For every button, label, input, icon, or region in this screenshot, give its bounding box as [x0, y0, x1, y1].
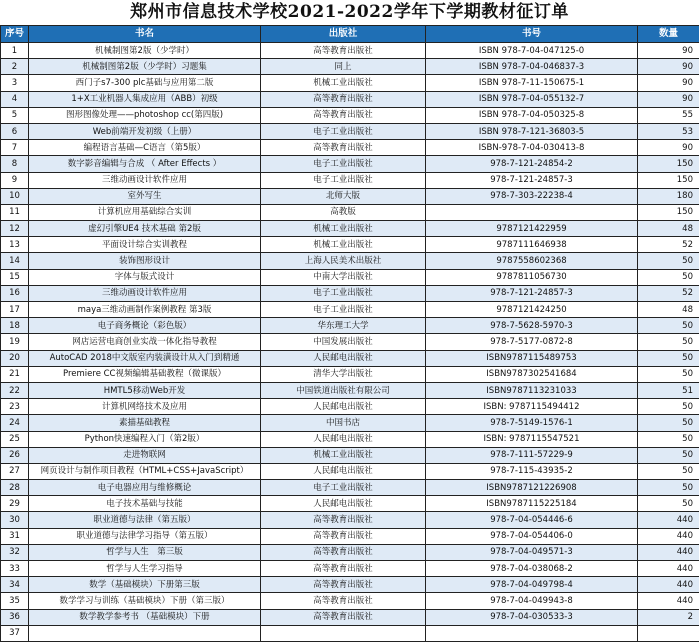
book-title: 数学学习与训练（基础模块）下册（第三版）	[29, 593, 261, 609]
book-title: 哲学与人生学习指导	[29, 561, 261, 577]
isbn: 978-7-04-030533-3	[426, 609, 638, 625]
col-header-index: 序号	[1, 26, 29, 43]
row-index: 11	[1, 204, 29, 220]
publisher: 电子工业出版社	[261, 156, 426, 172]
isbn: 9787121424250	[426, 302, 638, 318]
isbn: ISBN9787115489753	[426, 350, 638, 366]
table-row	[1, 285, 699, 301]
book-title: maya三维动画制作案例教程 第3版	[29, 302, 261, 318]
quantity: 50	[638, 366, 699, 382]
table-row	[1, 302, 699, 318]
col-header-publisher: 出版社	[261, 26, 426, 43]
quantity: 48	[638, 221, 699, 237]
quantity: 50	[638, 318, 699, 334]
publisher: 高等教育出版社	[261, 544, 426, 560]
quantity: 440	[638, 593, 699, 609]
book-title: Python快速编程入门（第2版）	[29, 431, 261, 447]
isbn: 978-7-303-22238-4	[426, 188, 638, 204]
publisher: 中国书店	[261, 415, 426, 431]
table-row	[1, 399, 699, 415]
isbn: ISBN 978-7-04-050325-8	[426, 107, 638, 123]
table-row	[1, 318, 699, 334]
book-title: HMTL5移动Web开发	[29, 382, 261, 398]
quantity: 90	[638, 43, 699, 59]
isbn: 978-7-115-43935-2	[426, 463, 638, 479]
row-index: 36	[1, 609, 29, 625]
book-title: 网页设计与制作项目教程（HTML+CSS+JavaScript）	[29, 463, 261, 479]
table-row	[1, 172, 699, 188]
book-title: 电子商务概论（彩色版）	[29, 318, 261, 334]
table-row	[1, 123, 699, 139]
table-row	[1, 415, 699, 431]
quantity: 50	[638, 463, 699, 479]
quantity: 50	[638, 415, 699, 431]
table-row	[1, 382, 699, 398]
quantity: 50	[638, 447, 699, 463]
table-row	[1, 221, 699, 237]
table-row	[1, 269, 699, 285]
table-row	[1, 431, 699, 447]
quantity: 50	[638, 480, 699, 496]
row-index: 24	[1, 415, 29, 431]
isbn: 978-7-04-049571-3	[426, 544, 638, 560]
book-title: 素描基础教程	[29, 415, 261, 431]
book-title: 机械制图第2版（少学时）	[29, 43, 261, 59]
book-title: 职业道德与法律（第五版）	[29, 512, 261, 528]
book-title: 虚幻引擎UE4 技术基础 第2版	[29, 221, 261, 237]
quantity: 440	[638, 561, 699, 577]
row-index: 30	[1, 512, 29, 528]
isbn	[426, 625, 638, 641]
row-index: 25	[1, 431, 29, 447]
sheet-title: 郑州市信息技术学校2021-2022学年下学期教材征订单	[0, 0, 699, 25]
col-header-title: 书名	[29, 26, 261, 43]
quantity: 55	[638, 107, 699, 123]
publisher: 机械工业出版社	[261, 75, 426, 91]
isbn: ISBN 978-7-121-36803-5	[426, 123, 638, 139]
isbn: 978-7-04-054446-6	[426, 512, 638, 528]
book-title: 数学教学参考书 （基础模块）下册	[29, 609, 261, 625]
row-index: 14	[1, 253, 29, 269]
publisher: 人民邮电出版社	[261, 463, 426, 479]
quantity: 440	[638, 544, 699, 560]
quantity: 180	[638, 188, 699, 204]
row-index: 29	[1, 496, 29, 512]
col-header-isbn: 书号	[426, 26, 638, 43]
isbn: 9787121422959	[426, 221, 638, 237]
publisher: 机械工业出版社	[261, 447, 426, 463]
table-row	[1, 140, 699, 156]
table-row	[1, 366, 699, 382]
book-title: 数学（基础模块）下册第三版	[29, 577, 261, 593]
row-index: 31	[1, 528, 29, 544]
publisher: 中南大学出版社	[261, 269, 426, 285]
publisher: 人民邮电出版社	[261, 399, 426, 415]
publisher: 人民邮电出版社	[261, 496, 426, 512]
table-row	[1, 512, 699, 528]
quantity: 50	[638, 496, 699, 512]
quantity: 90	[638, 75, 699, 91]
table-row	[1, 91, 699, 107]
book-title: 哲学与人生 第三版	[29, 544, 261, 560]
row-index: 15	[1, 269, 29, 285]
table-row	[1, 561, 699, 577]
isbn: 978-7-5177-0872-8	[426, 334, 638, 350]
book-title: 平面设计综合实训教程	[29, 237, 261, 253]
book-title: 编程语言基础—C语言（第5版）	[29, 140, 261, 156]
isbn: 978-7-04-049943-8	[426, 593, 638, 609]
isbn: 978-7-121-24857-3	[426, 285, 638, 301]
publisher: 同上	[261, 59, 426, 75]
isbn: ISBN 978-7-11-150675-1	[426, 75, 638, 91]
table-row	[1, 496, 699, 512]
table-row	[1, 480, 699, 496]
publisher: 人民邮电出版社	[261, 350, 426, 366]
row-index: 10	[1, 188, 29, 204]
quantity: 52	[638, 237, 699, 253]
book-title: 室外写生	[29, 188, 261, 204]
isbn: ISBN9787121226908	[426, 480, 638, 496]
publisher: 高等教育出版社	[261, 528, 426, 544]
isbn: 978-7-5149-1576-1	[426, 415, 638, 431]
row-index: 27	[1, 463, 29, 479]
table-row	[1, 107, 699, 123]
quantity: 90	[638, 91, 699, 107]
book-title: 三维动画设计软件应用	[29, 172, 261, 188]
isbn: ISBN: 9787115494412	[426, 399, 638, 415]
row-index: 1	[1, 43, 29, 59]
book-title: 三维动画设计软件应用	[29, 285, 261, 301]
book-title: AutoCAD 2018中文版室内装潢设计从入门到精通	[29, 350, 261, 366]
row-index: 32	[1, 544, 29, 560]
quantity: 150	[638, 172, 699, 188]
quantity: 440	[638, 577, 699, 593]
book-title: 机械制图第2版（少学时）习题集	[29, 59, 261, 75]
table-row	[1, 156, 699, 172]
row-index: 8	[1, 156, 29, 172]
table-row	[1, 447, 699, 463]
quantity: 50	[638, 334, 699, 350]
isbn: 978-7-04-038068-2	[426, 561, 638, 577]
book-title: Premiere CC视频编辑基础教程（微课版）	[29, 366, 261, 382]
quantity: 51	[638, 382, 699, 398]
table-row	[1, 463, 699, 479]
row-index: 19	[1, 334, 29, 350]
publisher: 高教版	[261, 204, 426, 220]
quantity: 2	[638, 609, 699, 625]
book-title: 计算机应用基础综合实训	[29, 204, 261, 220]
row-index: 2	[1, 59, 29, 75]
isbn: ISBN9787115225184	[426, 496, 638, 512]
book-title: 电子技术基础与技能	[29, 496, 261, 512]
publisher: 人民邮电出版社	[261, 431, 426, 447]
row-index: 26	[1, 447, 29, 463]
table-row	[1, 350, 699, 366]
publisher: 高等教育出版社	[261, 561, 426, 577]
isbn: ISBN 978-7-04-047125-0	[426, 43, 638, 59]
publisher: 高等教育出版社	[261, 107, 426, 123]
row-index: 6	[1, 123, 29, 139]
col-header-quantity: 数量	[638, 26, 699, 43]
publisher: 清华大学出版社	[261, 366, 426, 382]
row-index: 35	[1, 593, 29, 609]
publisher	[261, 625, 426, 641]
row-index: 23	[1, 399, 29, 415]
row-index: 20	[1, 350, 29, 366]
book-title	[29, 625, 261, 641]
table-row	[1, 59, 699, 75]
isbn: 978-7-121-24857-3	[426, 172, 638, 188]
publisher: 中国发展出版社	[261, 334, 426, 350]
publisher: 中国铁道出版社有限公司	[261, 382, 426, 398]
book-title: 电子电器应用与维修概论	[29, 480, 261, 496]
table-row	[1, 528, 699, 544]
publisher: 高等教育出版社	[261, 512, 426, 528]
table-row	[1, 609, 699, 625]
book-title: 字体与版式设计	[29, 269, 261, 285]
book-title: 网店运营电商创业实战一体化指导教程	[29, 334, 261, 350]
quantity: 50	[638, 399, 699, 415]
row-index: 5	[1, 107, 29, 123]
table-row	[1, 253, 699, 269]
quantity: 50	[638, 350, 699, 366]
book-title: 西门子s7-300 plc基础与应用第二版	[29, 75, 261, 91]
book-title: 计算机网络技术及应用	[29, 399, 261, 415]
table-row	[1, 593, 699, 609]
publisher: 电子工业出版社	[261, 302, 426, 318]
row-index: 3	[1, 75, 29, 91]
publisher: 高等教育出版社	[261, 91, 426, 107]
book-title: 装饰图形设计	[29, 253, 261, 269]
quantity: 50	[638, 269, 699, 285]
isbn: 978-7-04-049798-4	[426, 577, 638, 593]
quantity: 90	[638, 59, 699, 75]
quantity: 52	[638, 285, 699, 301]
isbn: 978-7-5628-5970-3	[426, 318, 638, 334]
isbn: ISBN-978-7-04-030413-8	[426, 140, 638, 156]
row-index: 9	[1, 172, 29, 188]
row-index: 18	[1, 318, 29, 334]
quantity: 50	[638, 253, 699, 269]
row-index: 28	[1, 480, 29, 496]
book-title: 职业道德与法律学习指导（第五版）	[29, 528, 261, 544]
table-row	[1, 625, 699, 641]
table-row	[1, 188, 699, 204]
table-row	[1, 43, 699, 59]
row-index: 33	[1, 561, 29, 577]
row-index: 37	[1, 625, 29, 641]
isbn: 978-7-04-054406-0	[426, 528, 638, 544]
isbn: 9787111646938	[426, 237, 638, 253]
quantity: 440	[638, 512, 699, 528]
table-row	[1, 544, 699, 560]
textbook-order-table	[0, 25, 699, 642]
table-row	[1, 334, 699, 350]
isbn: 9787811056730	[426, 269, 638, 285]
book-title: 1+X工业机器人集成应用（ABB）初级	[29, 91, 261, 107]
publisher: 高等教育出版社	[261, 609, 426, 625]
publisher: 电子工业出版社	[261, 172, 426, 188]
publisher: 机械工业出版社	[261, 221, 426, 237]
quantity: 90	[638, 140, 699, 156]
publisher: 华东理工大学	[261, 318, 426, 334]
publisher: 电子工业出版社	[261, 123, 426, 139]
quantity: 48	[638, 302, 699, 318]
row-index: 17	[1, 302, 29, 318]
isbn: 9787558602368	[426, 253, 638, 269]
publisher: 机械工业出版社	[261, 237, 426, 253]
publisher: 高等教育出版社	[261, 577, 426, 593]
publisher: 北师大版	[261, 188, 426, 204]
table-row	[1, 204, 699, 220]
publisher: 电子工业出版社	[261, 480, 426, 496]
isbn: ISBN: 9787115547521	[426, 431, 638, 447]
quantity	[638, 625, 699, 641]
quantity: 53	[638, 123, 699, 139]
row-index: 7	[1, 140, 29, 156]
isbn: ISBN9787113231033	[426, 382, 638, 398]
publisher: 高等教育出版社	[261, 140, 426, 156]
publisher: 上海人民美术出版社	[261, 253, 426, 269]
isbn: 978-7-111-57229-9	[426, 447, 638, 463]
isbn	[426, 204, 638, 220]
publisher: 电子工业出版社	[261, 285, 426, 301]
table-body	[1, 43, 699, 642]
quantity: 440	[638, 528, 699, 544]
isbn: ISBN 978-7-04-046837-3	[426, 59, 638, 75]
book-title: 走进物联网	[29, 447, 261, 463]
row-index: 4	[1, 91, 29, 107]
quantity: 50	[638, 431, 699, 447]
row-index: 13	[1, 237, 29, 253]
quantity: 150	[638, 156, 699, 172]
isbn: ISBN9787302541684	[426, 366, 638, 382]
publisher: 高等教育出版社	[261, 43, 426, 59]
book-title: Web前端开发初级（上册）	[29, 123, 261, 139]
table-row	[1, 75, 699, 91]
row-index: 21	[1, 366, 29, 382]
quantity: 150	[638, 204, 699, 220]
book-title: 图形图像处理——photoshop cc(第四版)	[29, 107, 261, 123]
table-row	[1, 237, 699, 253]
publisher: 高等教育出版社	[261, 593, 426, 609]
row-index: 34	[1, 577, 29, 593]
isbn: ISBN 978-7-04-055132-7	[426, 91, 638, 107]
book-title: 数字影音编辑与合成 （ After Effects ）	[29, 156, 261, 172]
row-index: 16	[1, 285, 29, 301]
table-row	[1, 577, 699, 593]
isbn: 978-7-121-24854-2	[426, 156, 638, 172]
row-index: 22	[1, 382, 29, 398]
header-row	[1, 26, 699, 43]
row-index: 12	[1, 221, 29, 237]
